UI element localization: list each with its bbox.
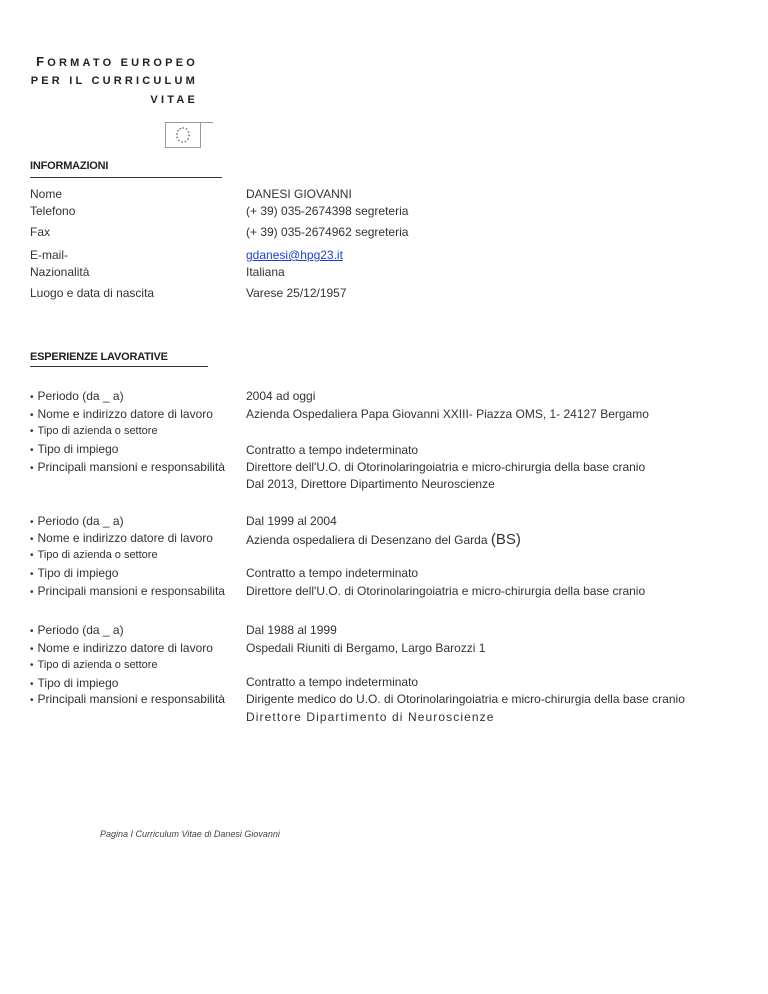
label-nome: Nome [30,187,63,201]
exp1-value-mansioni1: Direttore dell'U.O. di Otorinolaringoiatria e micro-chirurgia della base cranio [246,460,646,474]
exp2-label-mansioni: • Principali mansioni e responsabilita [30,584,225,598]
cv-title-line3: VITAE [150,94,198,106]
exp1-label-impiego: • Tipo di impiego [30,442,118,456]
label-fax: Fax [30,225,51,239]
exp1-value-periodo: 2004 ad oggi [246,389,316,403]
exp2-value-datore-row [246,531,521,548]
cv-title-line2: PER IL CURRICULUM [30,75,198,87]
exp2-value-impiego: Contratto a tempo indeterminato [246,566,419,580]
exp1-label-datore: • Nome e indirizzo datore di lavoro [30,407,213,421]
label-nazionalita: Nazionalità [30,265,90,279]
exp2-value-datore: Azienda ospedaliera di Desenzano del Garda [246,533,488,547]
exp3-label-mansioni: • Principali mansioni e responsabilità [30,692,225,706]
label-telefono: Telefono [30,204,76,218]
title-initial: F [36,54,48,69]
exp1-value-mansioni2: Dal 2013, Direttore Dipartimento Neuroscienze [246,477,495,491]
exp1-value-impiego: Contratto a tempo indeterminato [246,443,419,457]
exp2-value-mansioni1: Direttore dell'U.O. di Otorinolaringoiatria e micro-chirurgia della base cranio [246,584,646,598]
exp1-label-periodo: • Periodo (da _ a) [30,389,124,403]
exp2-label-azienda: • Tipo di azienda o settore [30,549,158,561]
value-email-link[interactable]: gdanesi@hpg23.it [246,248,343,262]
section-title-esperienze: ESPERIENZE LAVORATIVE [30,351,168,363]
exp1-value-datore: Azienda Ospedaliera Papa Giovanni XXIII- Piazza OMS, 1- 24127 Bergamo [246,407,649,421]
exp1-label-azienda: • Tipo di azienda o settore [30,425,158,437]
section-rule-esperienze [30,366,208,367]
title-rest: ORMATO EUROPEO [47,57,198,69]
exp3-label-periodo: • Periodo (da _ a) [30,623,124,637]
exp2-label-periodo: • Periodo (da _ a) [30,514,124,528]
value-fax: (+ 39) 035-2674962 segreteria [246,225,409,239]
exp2-value-datore-suffix: (BS) [490,531,521,548]
exp1-label-mansioni: • Principali mansioni e responsabilità [30,460,225,474]
section-title-info: INFORMAZIONI [30,160,109,172]
eu-flag-icon [165,122,201,148]
exp3-value-mansioni1: Dirigente medico do U.O. di Otorinolaringoiatria e micro-chirurgia della base cranio [246,692,685,706]
section-rule-info [30,177,222,178]
exp3-value-mansioni2: Direttore Dipartimento di Neuroscienze [246,710,495,724]
exp3-label-impiego: • Tipo di impiego [30,676,118,690]
value-nazionalita: Italiana [246,265,285,279]
label-luogo-data: Luogo e data di nascita [30,286,155,300]
value-luogo-data: Varese 25/12/1957 [246,286,347,300]
exp3-label-datore: • Nome e indirizzo datore di lavoro [30,641,213,655]
exp3-label-azienda: • Tipo di azienda o settore [30,659,158,671]
label-email: E-mail- [30,248,68,262]
page-footer: Pagina I Curriculum Vitae di Danesi Giovanni [100,829,280,839]
exp2-value-periodo: Dal 1999 al 2004 [246,514,337,528]
exp3-value-periodo: Dal 1988 al 1999 [246,623,337,637]
exp3-value-datore: Ospedali Riuniti di Bergamo, Largo Barozzi 1 [246,641,486,655]
exp2-label-datore: • Nome e indirizzo datore di lavoro [30,531,213,545]
value-nome: DANESI GIOVANNI [246,187,352,201]
cv-title-line1 [8,54,198,69]
value-telefono: (+ 39) 035-2674398 segreteria [246,204,409,218]
exp3-value-impiego: Contratto a tempo indeterminato [246,675,419,689]
exp2-label-impiego: • Tipo di impiego [30,566,118,580]
